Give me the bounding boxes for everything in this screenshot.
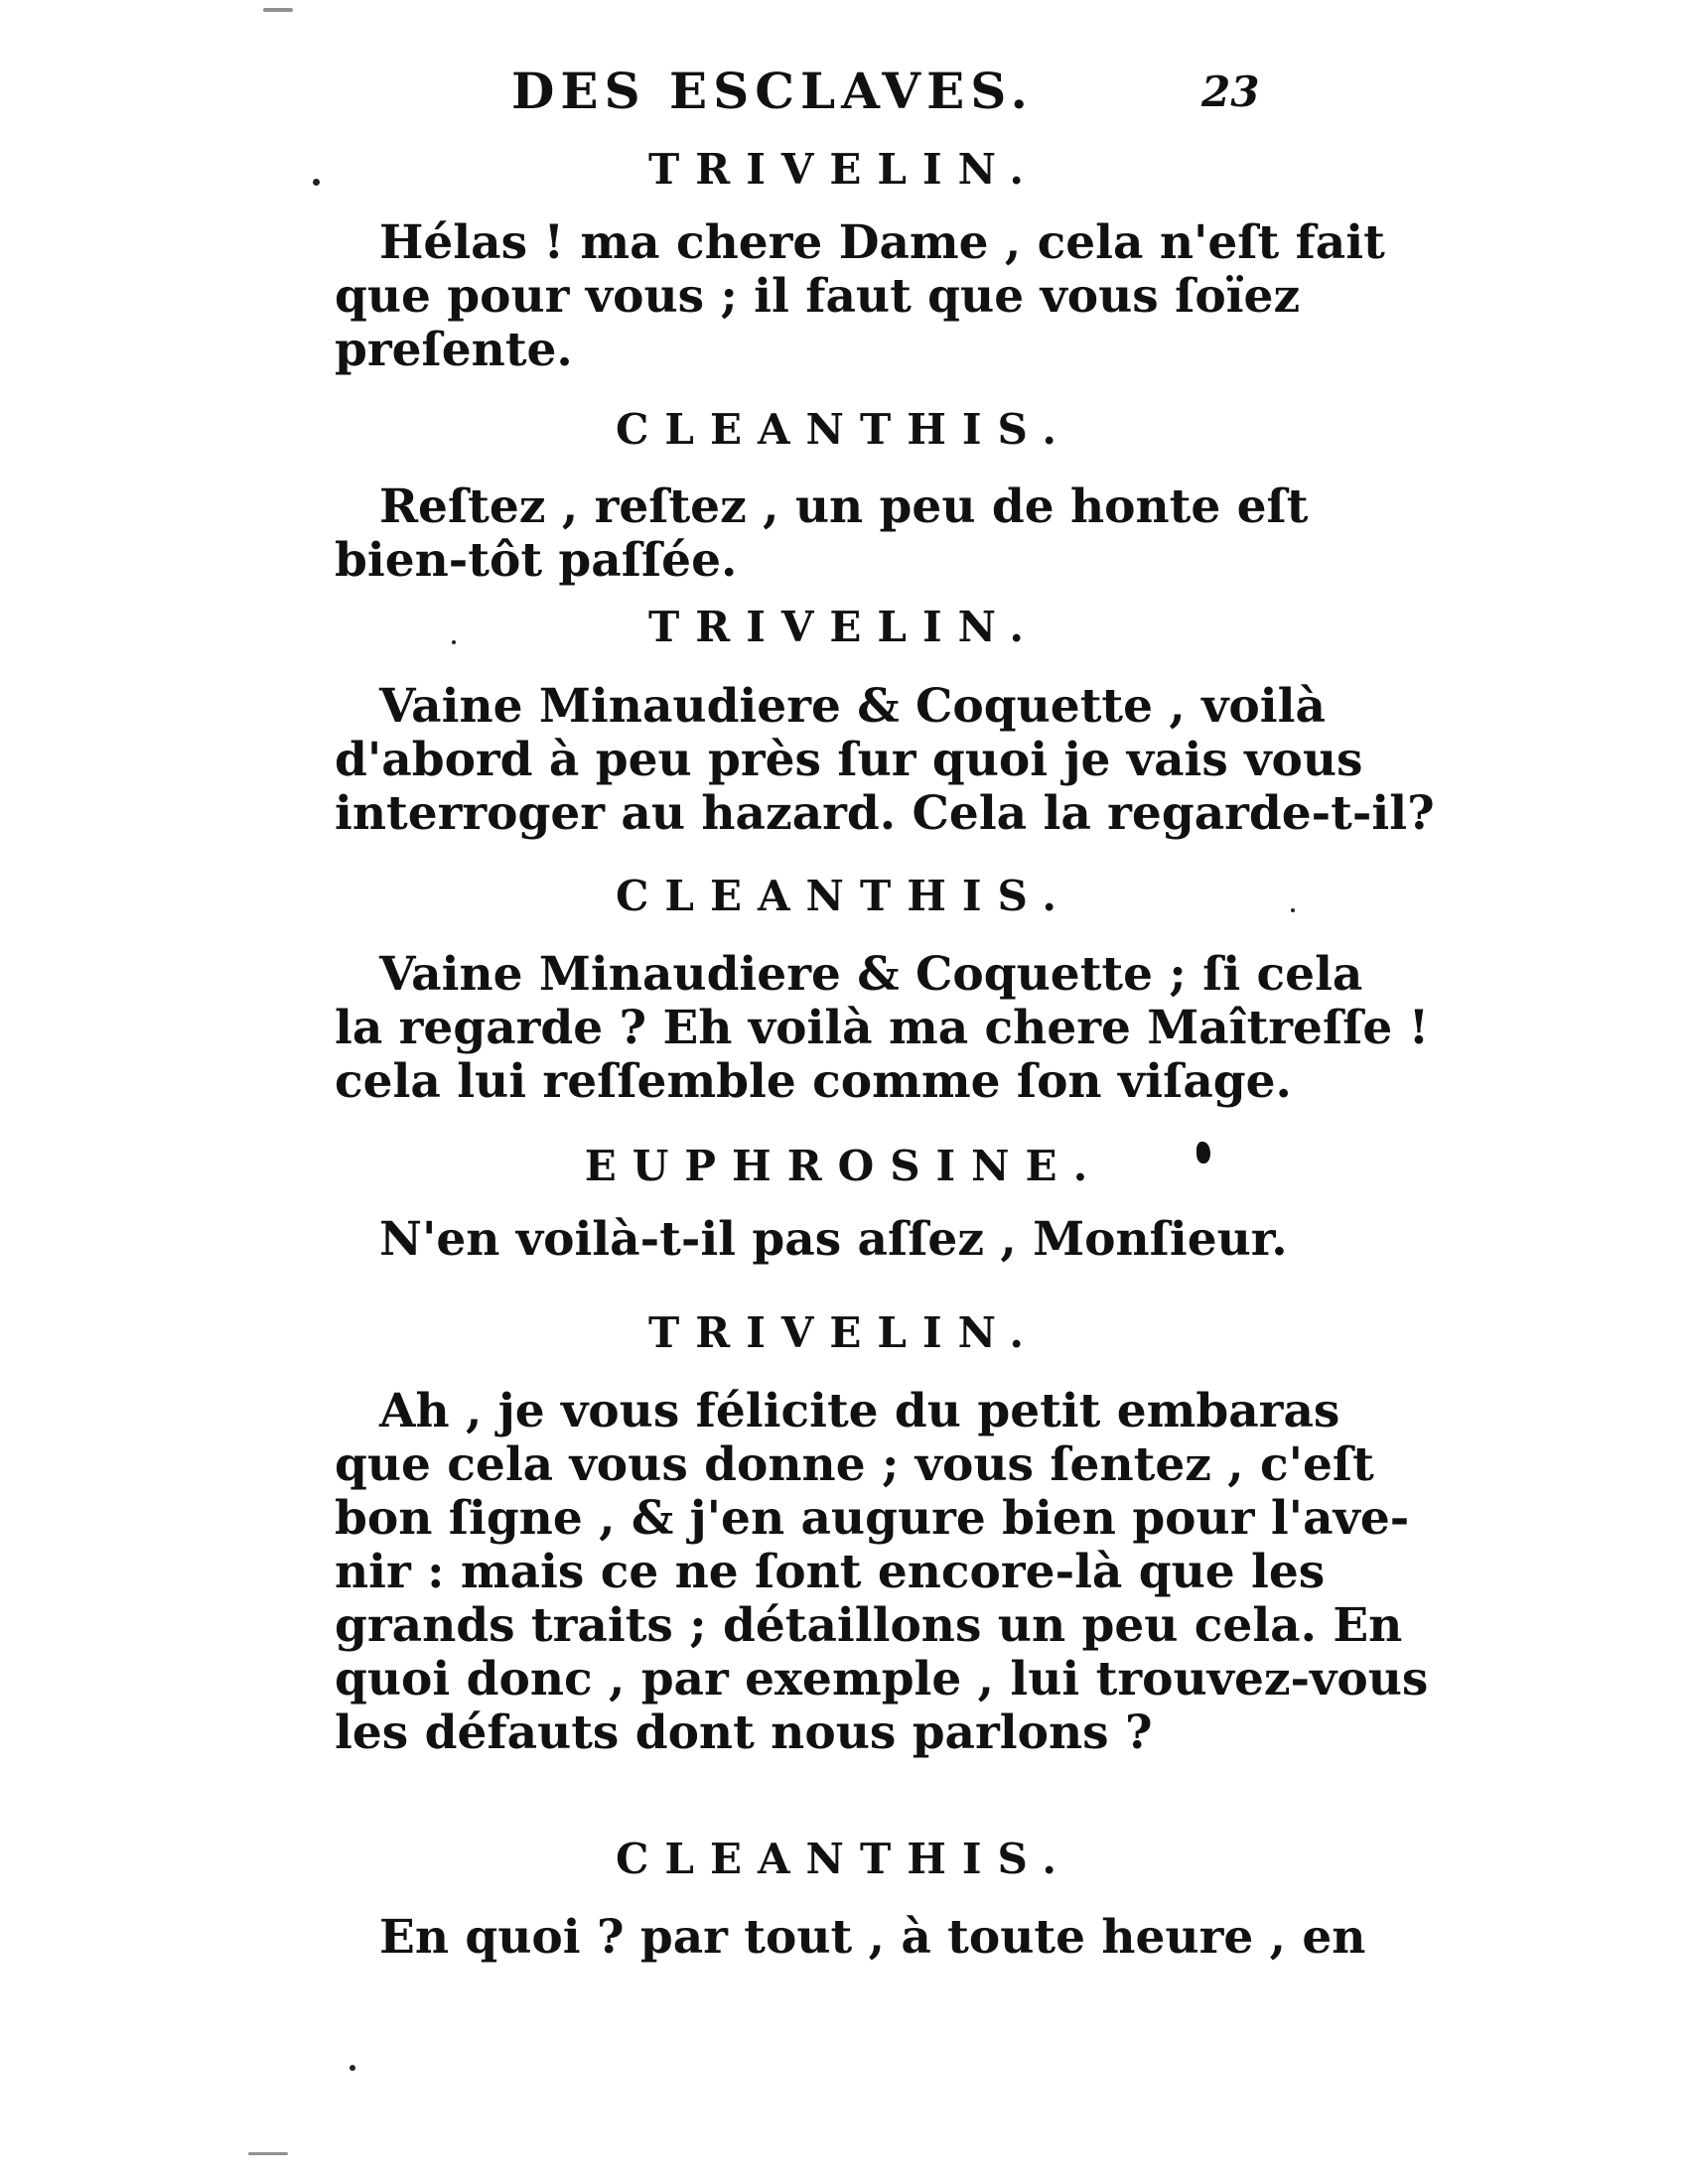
- speech-paragraph: [335, 947, 1430, 1109]
- running-title: DES ESCLAVES.: [511, 62, 1034, 120]
- text-line: Vaine Minaudiere & Coquette , voilà: [379, 679, 1326, 734]
- text-line: que cela vous donne ; vous ſentez , c'eſt: [335, 1437, 1374, 1492]
- scan-speck: [313, 179, 320, 186]
- text-line: la regarde ? Eh voilà ma chere Maîtreſſe !: [335, 1001, 1430, 1055]
- page-number: 23: [1201, 68, 1260, 116]
- scan-speck: [350, 2065, 355, 2071]
- speech-paragraph: [335, 1213, 1296, 1267]
- text-line: cela lui reſſemble comme ſon viſage.: [335, 1054, 1292, 1109]
- speech-paragraph: [335, 1910, 1366, 1965]
- speech-paragraph: [335, 1384, 1429, 1760]
- text-line: que pour vous ; il faut que vous ſoïez: [335, 269, 1301, 324]
- speaker-name: EUPHROSINE.: [584, 1142, 1104, 1190]
- text-line: quoi donc , par exemple , lui trouvez-vous: [335, 1652, 1429, 1706]
- text-line: Vaine Minaudiere & Coquette ; ſi cela: [379, 947, 1363, 1002]
- text-line: Hélas ! ma chere Dame , cela n'eſt fait: [379, 215, 1385, 270]
- speaker-name: TRIVELIN.: [648, 1308, 1040, 1357]
- page-header: [328, 62, 1321, 131]
- speech-paragraph: [335, 479, 1309, 588]
- text-line: les défauts dont nous parlons ?: [335, 1706, 1153, 1760]
- speech-paragraph: [335, 679, 1435, 841]
- text-line: bien-tôt paſſée.: [335, 533, 738, 588]
- text-line: interroger au hazard. Cela la regarde-t-il?: [335, 786, 1435, 841]
- text-line: N'en voilà-t-il pas aſſez , Monſieur.: [379, 1212, 1288, 1267]
- text-line: grands traits ; détaillons un peu cela. En: [335, 1598, 1403, 1653]
- text-line: preſente.: [335, 323, 573, 377]
- text-line: Reſtez , reſtez , un peu de honte eſt: [379, 479, 1309, 534]
- scan-speck: [1291, 908, 1295, 912]
- text-line: nir : mais ce ne ſont encore-là que les: [335, 1545, 1326, 1599]
- scan-speck: [263, 8, 293, 12]
- speaker-name: CLEANTHIS.: [616, 405, 1072, 454]
- speaker-name: TRIVELIN.: [648, 145, 1040, 194]
- ink-blot: [1196, 1142, 1210, 1163]
- text-line: d'abord à peu près ſur quoi je vais vous: [335, 733, 1363, 787]
- scan-speck: [248, 2152, 288, 2155]
- speaker-name: TRIVELIN.: [648, 603, 1040, 651]
- speaker-name: CLEANTHIS.: [616, 872, 1072, 920]
- text-line: bon ſigne , & j'en augure bien pour l'ave-: [335, 1491, 1410, 1546]
- speaker-name: CLEANTHIS.: [616, 1835, 1072, 1883]
- text-line: En quoi ? par tout , à toute heure , en: [379, 1910, 1366, 1965]
- speech-paragraph: [335, 215, 1385, 377]
- text-line: Ah , je vous félicite du petit embaras: [379, 1384, 1340, 1438]
- scan-speck: [452, 640, 456, 644]
